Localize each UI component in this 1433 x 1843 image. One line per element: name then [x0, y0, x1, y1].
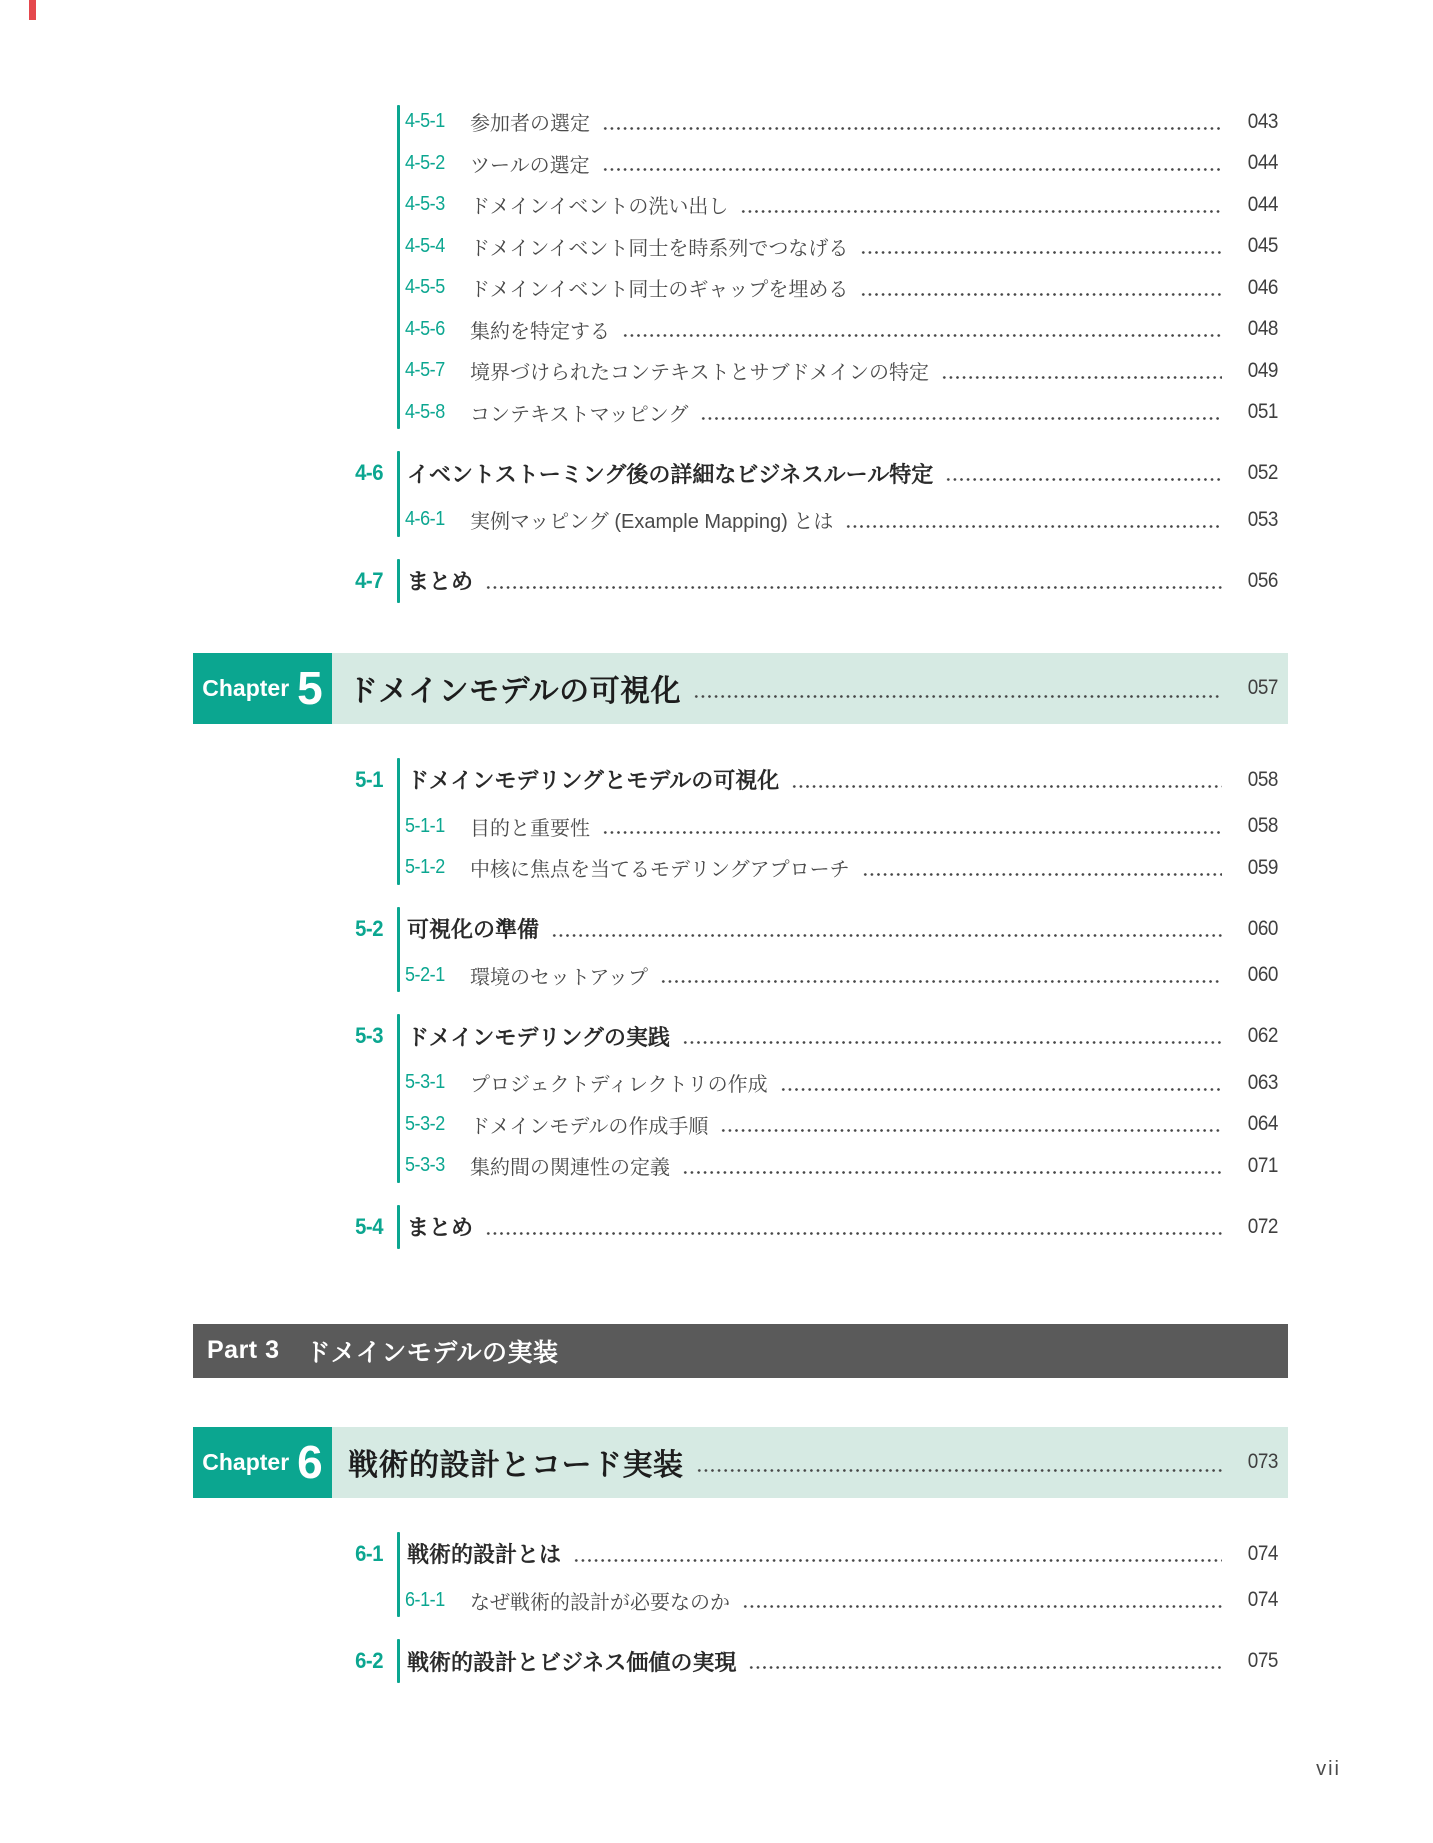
section-rule: [397, 1014, 400, 1183]
entry-number: 5-1-1: [405, 814, 445, 837]
toc-entry: [193, 143, 1288, 185]
dotted-leader: [791, 785, 1222, 788]
entry-number: 5-3-2: [405, 1112, 445, 1135]
section-rule: [397, 1532, 400, 1618]
entry-title: 戦術的設計とは: [407, 1542, 562, 1567]
toc-entry: [193, 1104, 1288, 1146]
toc-entry: [193, 1145, 1288, 1187]
entry-page-number: 075: [1247, 1649, 1278, 1672]
entry-number: 4-6: [355, 460, 383, 485]
entry-number: 6-1: [355, 1540, 383, 1566]
entry-number: 5-3-1: [405, 1071, 445, 1094]
entry-page-number: 059: [1247, 855, 1278, 879]
entry-title: 戦術的設計とビジネス価値の実現: [407, 1649, 737, 1675]
entry-page-number: 051: [1247, 400, 1278, 424]
entry-number: 5-4: [355, 1213, 383, 1239]
entry-title: 環境のセットアップ: [470, 966, 648, 989]
chapter-number: 5: [297, 662, 323, 714]
table-of-contents: [193, 101, 1288, 1687]
entry-number: 4-7: [355, 567, 383, 593]
toc-entry: [193, 1635, 1288, 1687]
dotted-leader: [845, 525, 1222, 528]
dotted-leader: [860, 293, 1222, 296]
entry-page-number: 060: [1247, 963, 1278, 987]
chapter-title-strip: [332, 653, 1288, 724]
entry-page-number: 052: [1247, 461, 1278, 484]
entry-page-number: 046: [1247, 275, 1278, 299]
entry-number: 5-2-1: [405, 963, 445, 986]
entry-title: 可視化の準備: [407, 917, 540, 942]
toc-group: [193, 1635, 1288, 1687]
dotted-leader: [602, 168, 1222, 171]
toc-entry: [193, 499, 1288, 541]
entry-title: プロジェクトディレクトリの作成: [470, 1074, 768, 1097]
toc-entry: [193, 806, 1288, 848]
chapter-banner: [193, 1427, 1288, 1498]
page-footer-number: vii: [1316, 1758, 1341, 1780]
entry-title: まとめ: [407, 569, 474, 594]
section-rule: [397, 1205, 400, 1249]
entry-title: ドメインイベントの洗い出し: [470, 196, 729, 219]
dotted-leader: [941, 376, 1222, 379]
entry-number: 5-3: [355, 1023, 383, 1048]
section-rule: [397, 559, 400, 603]
entry-title: ドメインモデリングとモデルの可視化: [407, 768, 780, 793]
entry-page-number: 045: [1247, 234, 1278, 258]
toc-entry: [193, 754, 1288, 806]
toc-group: [193, 754, 1288, 889]
chapter-number: 6: [297, 1436, 323, 1488]
entry-title: なぜ戦術的設計が必要なのか: [470, 1591, 730, 1614]
entry-title: 境界づけられたコンテキストとサブドメインの特定: [470, 362, 929, 385]
entry-page-number: 044: [1247, 192, 1278, 216]
dotted-leader: [945, 478, 1222, 481]
entry-number: 5-3-3: [405, 1154, 445, 1177]
toc-entry: [193, 555, 1288, 607]
entry-number: 6-1-1: [405, 1588, 445, 1611]
part-banner: [193, 1324, 1288, 1378]
entry-page-number: 058: [1247, 767, 1278, 791]
chapter-page-number: 057: [1247, 676, 1278, 699]
entry-title: 中核に焦点を当てるモデリングアプローチ: [470, 859, 850, 882]
entry-title: ドメインモデリングの実践: [407, 1024, 670, 1050]
dotted-leader: [862, 873, 1222, 876]
toc-group: [193, 101, 1288, 433]
entry-title: ツールの選定: [470, 154, 590, 177]
section-rule: [397, 451, 400, 537]
chapter-title-strip: [332, 1427, 1288, 1498]
dotted-leader: [700, 417, 1222, 420]
dotted-leader: [860, 251, 1222, 254]
dotted-leader: [748, 1666, 1222, 1669]
entry-number: 5-1: [355, 766, 383, 792]
chapter-number-box: [193, 1427, 332, 1498]
chapter-title: 戦術的設計とコード実装: [348, 1449, 684, 1482]
entry-title: まとめ: [407, 1215, 474, 1240]
chapter-title: ドメインモデルの可視化: [348, 675, 682, 708]
toc-entry: [193, 392, 1288, 434]
entry-page-number: 060: [1247, 916, 1278, 940]
section-rule: [397, 758, 400, 885]
toc-group: [193, 1528, 1288, 1622]
toc-entry: [193, 184, 1288, 226]
entry-number: 4-5-7: [405, 359, 445, 382]
part-label: Part 3: [207, 1336, 280, 1364]
section-rule: [397, 907, 400, 993]
toc-entry: [193, 309, 1288, 351]
toc-entry: [193, 955, 1288, 997]
section-rule: [397, 105, 400, 429]
dotted-leader: [485, 1232, 1222, 1235]
entry-title: ドメインイベント同士を時系列でつなげる: [470, 237, 849, 260]
dotted-leader: [602, 831, 1222, 834]
entry-number: 4-5-1: [405, 110, 445, 133]
entry-title: ドメインモデルの作成手順: [470, 1115, 709, 1138]
entry-page-number: 064: [1247, 1112, 1278, 1136]
entry-number: 4-5-2: [405, 151, 445, 174]
entry-number: 4-5-8: [405, 400, 445, 423]
entry-title: 参加者の選定: [470, 113, 590, 136]
entry-number: 5-1-2: [405, 856, 445, 879]
entry-page-number: 071: [1247, 1153, 1278, 1177]
toc-entry: [193, 267, 1288, 309]
toc-entry: [193, 1010, 1288, 1062]
entry-page-number: 058: [1247, 814, 1278, 838]
section-rule: [397, 1639, 400, 1683]
toc-entry: [193, 350, 1288, 392]
chapter-label: Chapter: [202, 1448, 290, 1475]
entry-number: 4-5-3: [405, 193, 445, 216]
toc-entry: [193, 1201, 1288, 1253]
toc-entry: [193, 847, 1288, 889]
entry-title: 実例マッピング (Example Mapping) とは: [470, 511, 834, 534]
dotted-leader: [696, 1469, 1223, 1472]
toc-entry: [193, 447, 1288, 499]
dotted-leader: [660, 980, 1222, 983]
toc-group: [193, 447, 1288, 541]
entry-title: 目的と重要性: [470, 817, 590, 840]
entry-page-number: 044: [1247, 151, 1278, 175]
entry-page-number: 048: [1247, 317, 1278, 341]
chapter-label: Chapter: [202, 674, 290, 701]
toc-group: [193, 903, 1288, 997]
toc-entry: [193, 1062, 1288, 1104]
dotted-leader: [682, 1041, 1222, 1044]
dotted-leader: [485, 586, 1222, 589]
entry-number: 4-5-6: [405, 317, 445, 340]
entry-page-number: 063: [1247, 1070, 1278, 1094]
entry-title: 集約間の関連性の定義: [470, 1157, 670, 1180]
toc-group: [193, 555, 1288, 607]
entry-page-number: 053: [1247, 507, 1278, 531]
entry-number: 4-6-1: [405, 508, 445, 531]
chapter-number-box: [193, 653, 332, 724]
dotted-leader: [602, 127, 1222, 130]
dotted-leader: [742, 1605, 1222, 1608]
toc-entry: [193, 101, 1288, 143]
entry-page-number: 056: [1247, 568, 1278, 592]
page-edge-mark: [29, 0, 36, 20]
dotted-leader: [720, 1129, 1222, 1132]
dotted-leader: [551, 934, 1222, 937]
toc-entry: [193, 1528, 1288, 1580]
dotted-leader: [622, 334, 1222, 337]
entry-page-number: 049: [1247, 358, 1278, 382]
entry-title: 集約を特定する: [470, 320, 610, 343]
dotted-leader: [573, 1559, 1222, 1562]
dotted-leader: [740, 210, 1222, 213]
entry-page-number: 043: [1247, 109, 1278, 133]
dotted-leader: [780, 1088, 1222, 1091]
entry-number: 5-2: [355, 915, 383, 941]
entry-title: ドメインイベント同士のギャップを埋める: [470, 279, 849, 302]
entry-page-number: 062: [1247, 1024, 1278, 1047]
entry-number: 4-5-4: [405, 234, 445, 257]
entry-title: コンテキストマッピング: [470, 403, 689, 426]
chapter-banner: [193, 653, 1288, 724]
chapter-page-number: 073: [1247, 1450, 1278, 1473]
entry-title: イベントストーミング後の詳細なビジネスルール特定: [407, 461, 934, 487]
dotted-leader: [682, 1171, 1222, 1174]
entry-page-number: 074: [1247, 1588, 1278, 1612]
toc-entry: [193, 903, 1288, 955]
entry-page-number: 074: [1247, 1541, 1278, 1565]
toc-entry: [193, 226, 1288, 268]
part-title: ドメインモデルの実装: [305, 1338, 559, 1367]
toc-group: [193, 1010, 1288, 1187]
dotted-leader: [693, 695, 1222, 698]
toc-entry: [193, 1580, 1288, 1622]
entry-page-number: 072: [1247, 1214, 1278, 1238]
entry-number: 4-5-5: [405, 276, 445, 299]
toc-group: [193, 1201, 1288, 1253]
entry-number: 6-2: [355, 1648, 383, 1673]
